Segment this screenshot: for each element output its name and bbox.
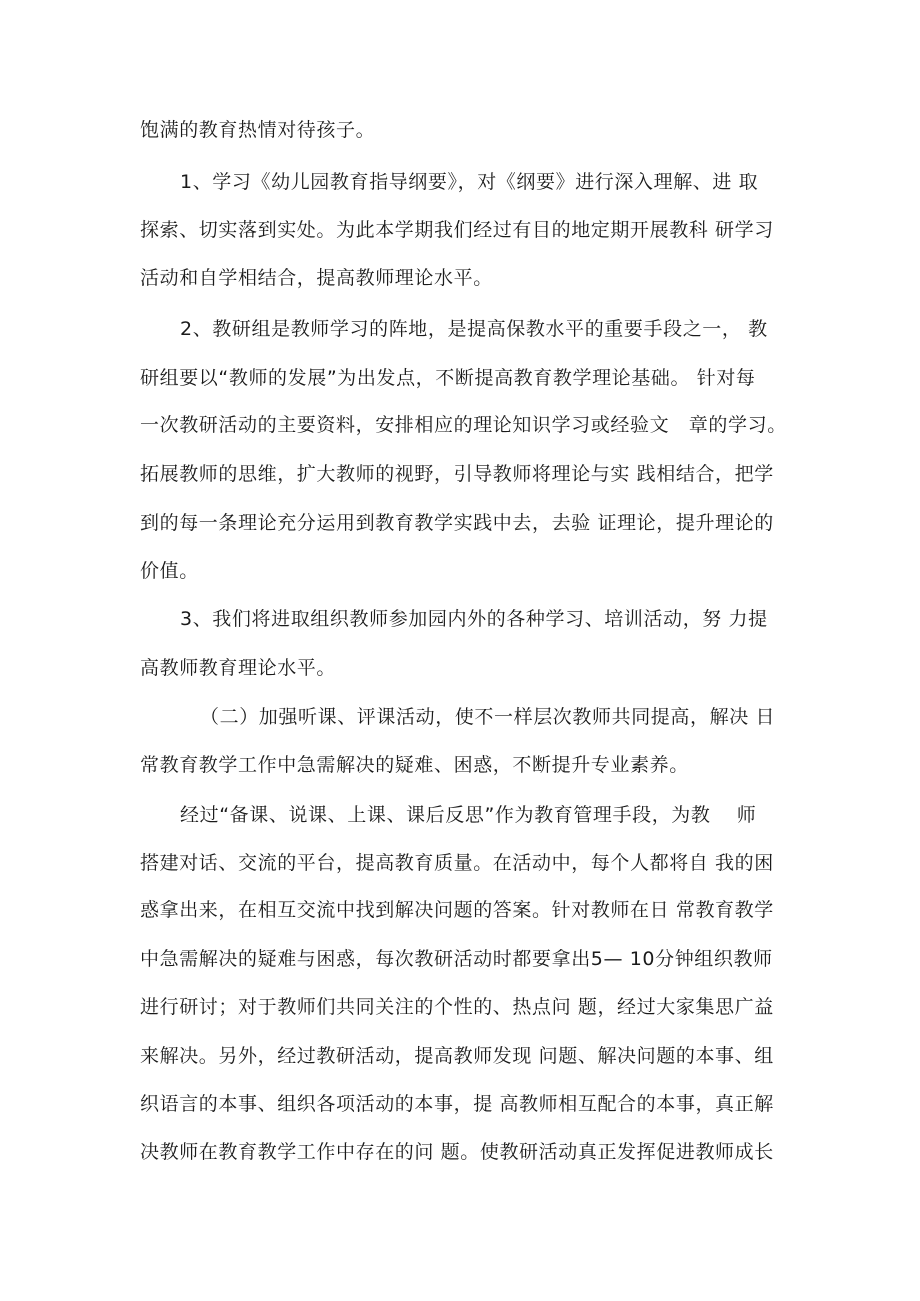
section-heading-line: （二）加强听课、评课活动，使不一样层次教师共同提高，解决 日 [200, 706, 776, 728]
text-line: 一次教研活动的主要资料，安排相应的理论知识学习或经验文 章的学习。 [140, 414, 787, 436]
text-line: 搭建对话、交流的平台，提高教育质量。在活动中，每个人都将自 我的困 [140, 852, 774, 874]
text-line: 来解决。另外，经过教研活动，提高教师发现 问题、解决问题的本事、组 [140, 1045, 774, 1067]
text-line: 拓展教师的思维，扩大教师的视野，引导教师将理论与实 践相结合，把学 [140, 463, 774, 485]
text-line: 常教育教学工作中急需解决的疑难、困惑，不断提升专业素养。 [140, 754, 689, 776]
text-line: 活动和自学相结合，提高教师理论水平。 [140, 267, 493, 289]
text-line: 饱满的教育热情对待孩子。 [140, 119, 376, 141]
paragraph-1-line: 1、学习《幼儿园教育指导纲要》，对《纲要》进行深入理解、进 取 [180, 171, 759, 193]
paragraph-3-line: 3、我们将进取组织教师参加园内外的各种学习、培训活动，努 力提 [180, 608, 768, 630]
text-line: 决教师在教育教学工作中存在的问 题。使教研活动真正发挥促进教师成长 [140, 1141, 774, 1163]
text-line: 高教师教育理论水平。 [140, 657, 337, 679]
paragraph-4-line: 经过“备课、说课、上课、课后反思”作为教育管理手段，为教 师 [180, 804, 757, 826]
text-line: 织语言的本事、组织各项活动的本事，提 高教师相互配合的本事，真正解 [140, 1093, 774, 1115]
paragraph-2-line: 2、教研组是教师学习的阵地，是提高保教水平的重要手段之一， 教 [180, 318, 768, 340]
text-line: 中急需解决的疑难与困惑，每次教研活动时都要拿出5— 10分钟组织教师 [140, 948, 773, 970]
text-line: 惑拿出来，在相互交流中找到解决问题的答案。针对教师在日 常教育教学 [140, 899, 774, 921]
text-line: 到的每一条理论充分运用到教育教学实践中去，去验 证理论，提升理论的 [140, 512, 774, 534]
text-line: 进行研讨；对于教师们共同关注的个性的、热点问 题，经过大家集思广益 [140, 996, 774, 1018]
text-line: 研组要以“教师的发展”为出发点，不断提高教育教学理论基础。 针对每 [140, 367, 756, 389]
text-line: 价值。 [140, 560, 199, 582]
text-line: 探索、切实落到实处。为此本学期我们经过有目的地定期开展教科 研学习 [140, 219, 774, 241]
